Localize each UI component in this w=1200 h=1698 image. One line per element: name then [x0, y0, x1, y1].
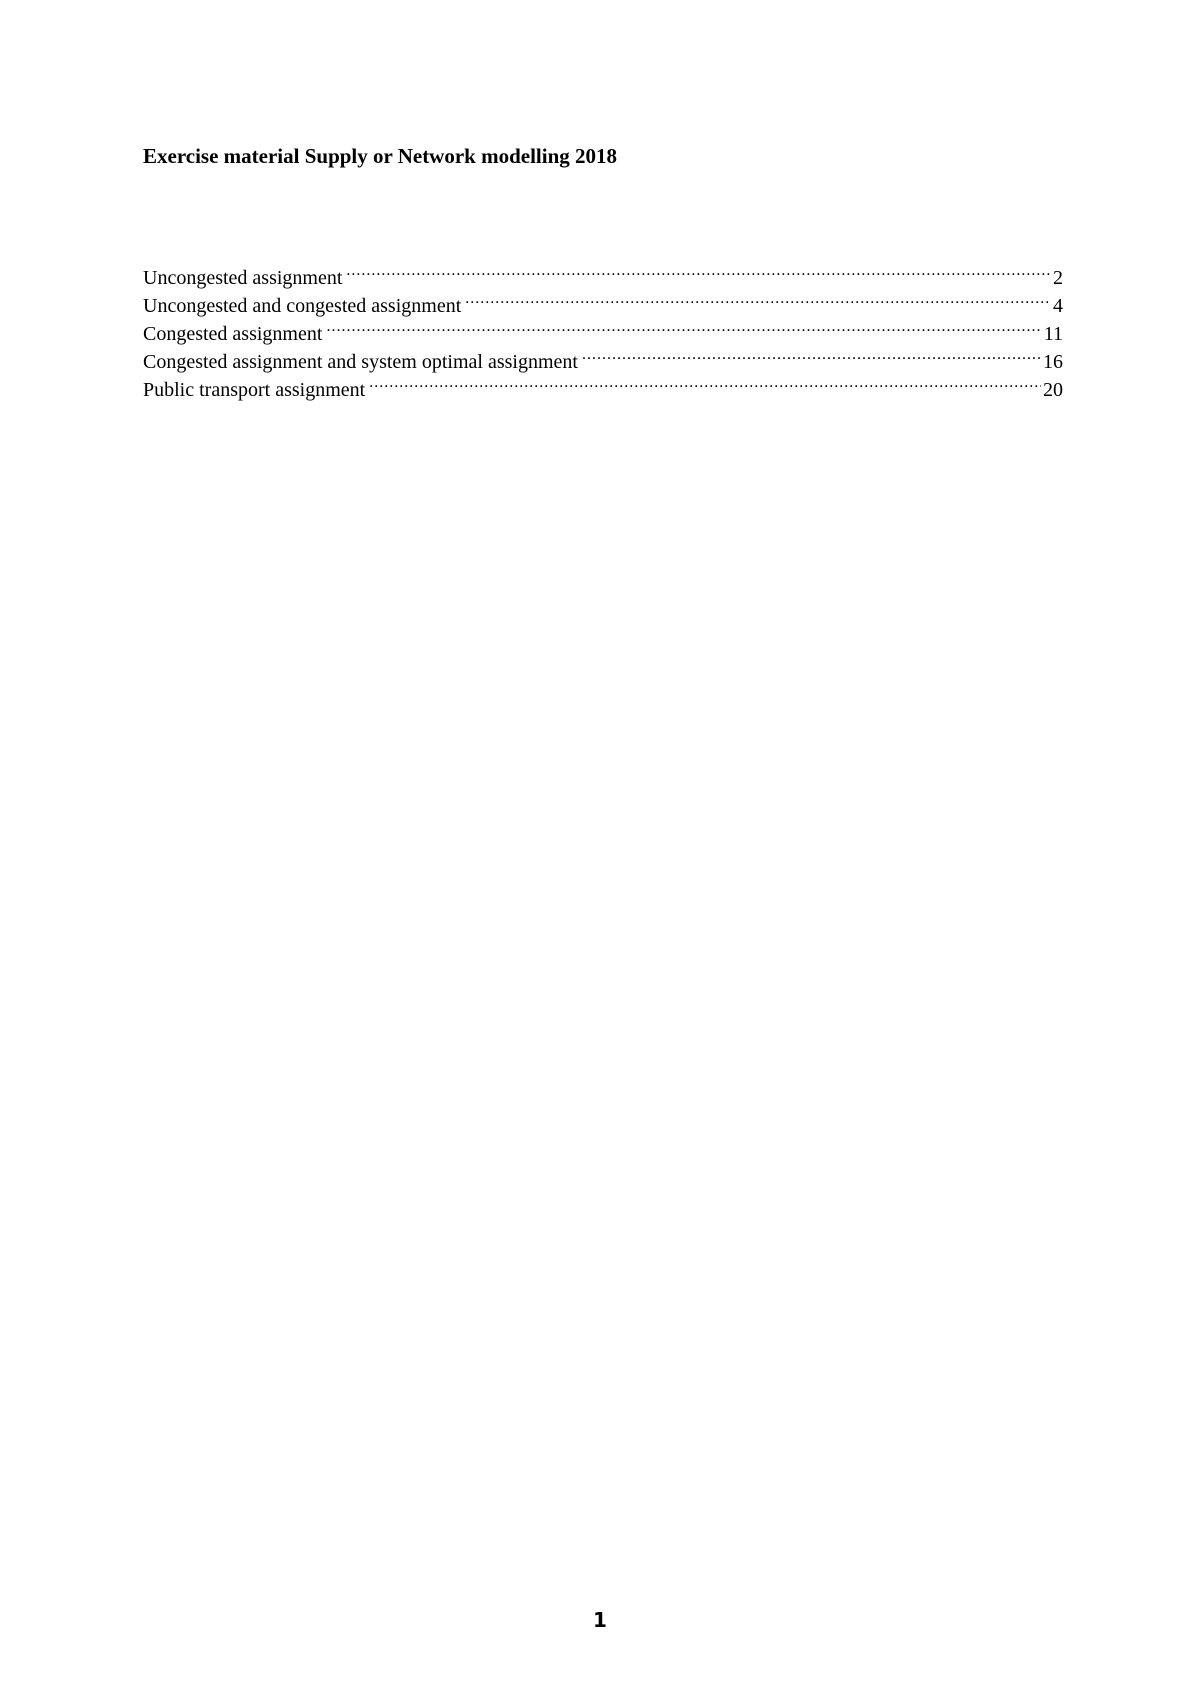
- toc-entry-label: Uncongested and congested assignment: [143, 295, 462, 317]
- toc-entry-label: Public transport assignment: [143, 379, 366, 401]
- toc-leader-dots: [369, 368, 1041, 396]
- toc-leader-dots: [582, 340, 1041, 368]
- toc-entry-page: 11: [1043, 323, 1063, 345]
- toc-leader-dots: [326, 312, 1041, 340]
- toc-leader-dots: [346, 256, 1051, 284]
- toc-entry-page: 16: [1043, 351, 1063, 373]
- page-number: 1: [593, 1608, 607, 1632]
- table-of-contents: [143, 256, 1063, 401]
- toc-entry-label: Congested assignment and system optimal assignment: [143, 351, 578, 373]
- toc-entry-page: 4: [1053, 295, 1063, 317]
- toc-entry-label: Congested assignment: [143, 323, 323, 345]
- toc-entry-label: Uncongested assignment: [143, 267, 343, 289]
- toc-entry[interactable]: [143, 256, 1063, 289]
- document-title: Exercise material Supply or Network modelling 2018: [143, 144, 618, 168]
- toc-leader-dots: [465, 284, 1051, 312]
- toc-entry-page: 2: [1053, 267, 1063, 289]
- toc-entry-page: 20: [1043, 379, 1063, 401]
